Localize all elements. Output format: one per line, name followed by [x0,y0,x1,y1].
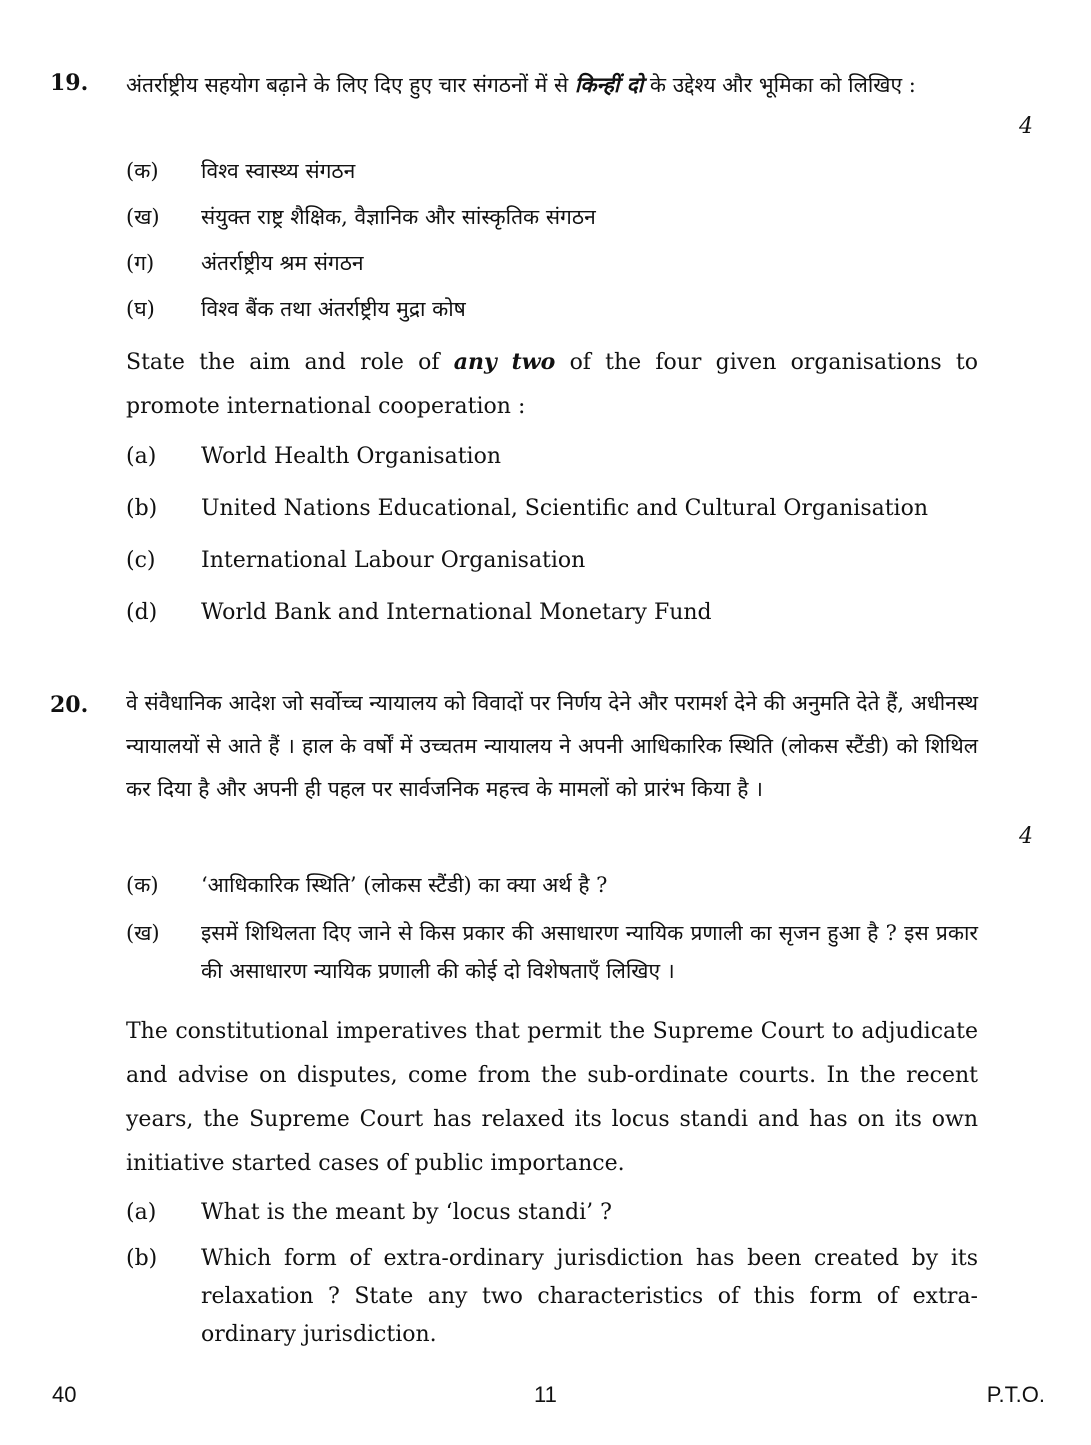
question-english-text: The constitutional imperatives that permit the Supreme Court to adjudicate and advise on disputes, come from the sub-ordinate courts. In the recent years, the Supreme Court has relaxed its locus standi and has on its own initiative started cases of public importance. [126,1019,978,1176]
marks: 4 [1019,114,1033,139]
question-hindi-text: अंतर्राष्ट्रीय सहयोग बढ़ाने के लिए दिए हुए चार संगठनों में से किन्हीं दो के उद्देश्य और भूमिका को लिखिए : [126,72,916,97]
list-item: (b) Which form of extra-ordinary jurisdiction has been created by its relaxation ? State any two characteristics of this form of extra-ordinary jurisdiction. [126,1246,978,1347]
question-hindi-text: वे संवैधानिक आदेश जो सर्वोच्च न्यायालय को विवादों पर निर्णय देने और परामर्श देने की अनुमति देते हैं, अधीनस्थ न्यायालयों से आते हैं । हाल के वर्षों में उच्चतम न्यायालय ने अपनी आधिकारिक स्थिति (लोकस स्टैंडी) को शिथिल कर दिया है और अपनी ही पहल पर सार्वजनिक महत्त्व के मामलों को प्रारंभ किया है । [126,691,978,801]
emphasis: किन्हीं दो [574,72,644,97]
question-english-text: State the aim and role of any two of the four given organisations to promote international cooperation : [126,349,978,419]
marks: 4 [1019,824,1033,849]
list-item: (a) World Health Organisation [126,444,502,469]
list-item: (a) What is the meant by ‘locus standi’ ? [126,1200,612,1225]
emphasis: any two [453,349,556,375]
list-item: (c) International Labour Organisation [126,548,586,573]
list-item: (d) World Bank and International Monetary Fund [126,600,712,625]
question-number: 19. [50,70,89,96]
pto-label: P.T.O. [986,1382,1045,1407]
list-item: (क) विश्व स्वास्थ्य संगठन [126,159,356,183]
page-number: 11 [534,1382,557,1407]
list-item: (ख) संयुक्त राष्ट्र शैक्षिक, वैज्ञानिक और सांस्कृतिक संगठन [126,205,596,229]
list-item: (b) United Nations Educational, Scientific and Cultural Organisation [126,496,929,521]
question-number: 20. [50,692,89,718]
list-item: (ग) अंतर्राष्ट्रीय श्रम संगठन [126,251,364,275]
list-item: (ख) इसमें शिथिलता दिए जाने से किस प्रकार की असाधारण न्यायिक प्रणाली का सृजन हुआ है ? इस प्रकार की असाधारण न्यायिक प्रणाली की कोई दो विशेषताएँ लिखिए । [126,921,978,983]
footer-code: 40 [52,1382,77,1407]
list-item: (क) ‘आधिकारिक स्थिति’ (लोकस स्टैंडी) का क्या अर्थ है ? [126,873,608,897]
list-item: (घ) विश्व बैंक तथा अंतर्राष्ट्रीय मुद्रा कोष [126,297,466,321]
